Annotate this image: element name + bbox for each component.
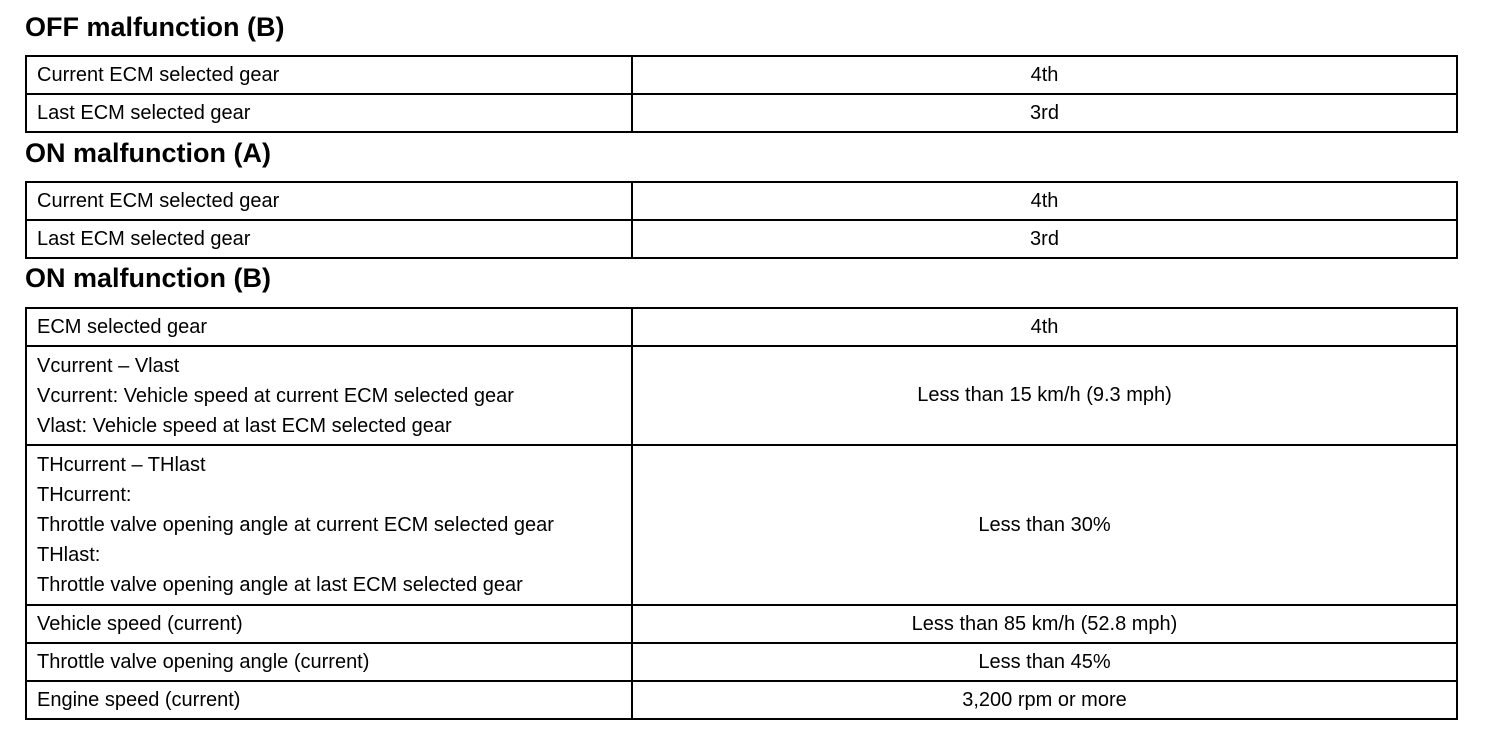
condition-value: Less than 85 km/h (52.8 mph) — [632, 605, 1457, 643]
condition-text: Throttle valve opening angle at current ECM selected gear — [37, 514, 554, 536]
condition-text: Last ECM selected gear — [37, 102, 251, 124]
condition-label — [26, 346, 632, 445]
table-row — [26, 445, 1457, 605]
condition-value: 4th — [632, 182, 1457, 220]
condition-label — [26, 643, 632, 681]
condition-label — [26, 94, 632, 132]
condition-value: 3,200 rpm or more — [632, 681, 1457, 719]
condition-value: 4th — [632, 56, 1457, 94]
table-row — [26, 681, 1457, 719]
condition-text: THlast: — [37, 544, 101, 566]
table-row — [26, 56, 1457, 94]
table-row — [26, 308, 1457, 346]
condition-text: Vlast: Vehicle speed at last ECM selected gear — [37, 414, 452, 437]
condition-label — [26, 308, 632, 346]
condition-text: Throttle valve opening angle at last ECM selected gear — [37, 574, 523, 596]
table-row — [26, 182, 1457, 220]
table-row — [26, 94, 1457, 132]
table-row — [26, 643, 1457, 681]
condition-value: 3rd — [632, 220, 1457, 258]
condition-value: Less than 30% — [632, 445, 1457, 605]
condition-text: ECM selected gear — [37, 316, 208, 338]
condition-text: Vcurrent – Vlast — [37, 354, 180, 377]
condition-value: Less than 15 km/h (9.3 mph) — [632, 346, 1457, 445]
table-row — [26, 220, 1457, 258]
on-malfunction-a-table — [25, 181, 1458, 259]
condition-text: Throttle valve opening angle (current) — [37, 651, 370, 673]
section-heading-on-malfunction-b: ON malfunction (B) — [25, 263, 271, 293]
condition-label — [26, 182, 632, 220]
condition-value: Less than 45% — [632, 643, 1457, 681]
condition-label — [26, 56, 632, 94]
condition-text: Vcurrent: Vehicle speed at current ECM selected gear — [37, 384, 514, 407]
table-row — [26, 346, 1457, 445]
condition-text: THcurrent – THlast — [37, 454, 206, 476]
condition-text: Engine speed (current) — [37, 689, 241, 711]
condition-text: Vehicle speed (current) — [37, 613, 243, 635]
off-malfunction-b-table — [25, 55, 1458, 133]
on-malfunction-b-table — [25, 307, 1458, 720]
condition-value: 4th — [632, 308, 1457, 346]
section-heading-off-malfunction-b: OFF malfunction (B) — [25, 12, 285, 42]
condition-label — [26, 681, 632, 719]
table-row — [26, 605, 1457, 643]
condition-label — [26, 445, 632, 605]
section-heading-on-malfunction-a: ON malfunction (A) — [25, 138, 271, 168]
condition-text: Last ECM selected gear — [37, 228, 251, 250]
condition-label — [26, 605, 632, 643]
condition-label — [26, 220, 632, 258]
condition-value: 3rd — [632, 94, 1457, 132]
condition-text: THcurrent: — [37, 484, 132, 506]
condition-text: Current ECM selected gear — [37, 190, 280, 212]
condition-text: Current ECM selected gear — [37, 64, 280, 86]
